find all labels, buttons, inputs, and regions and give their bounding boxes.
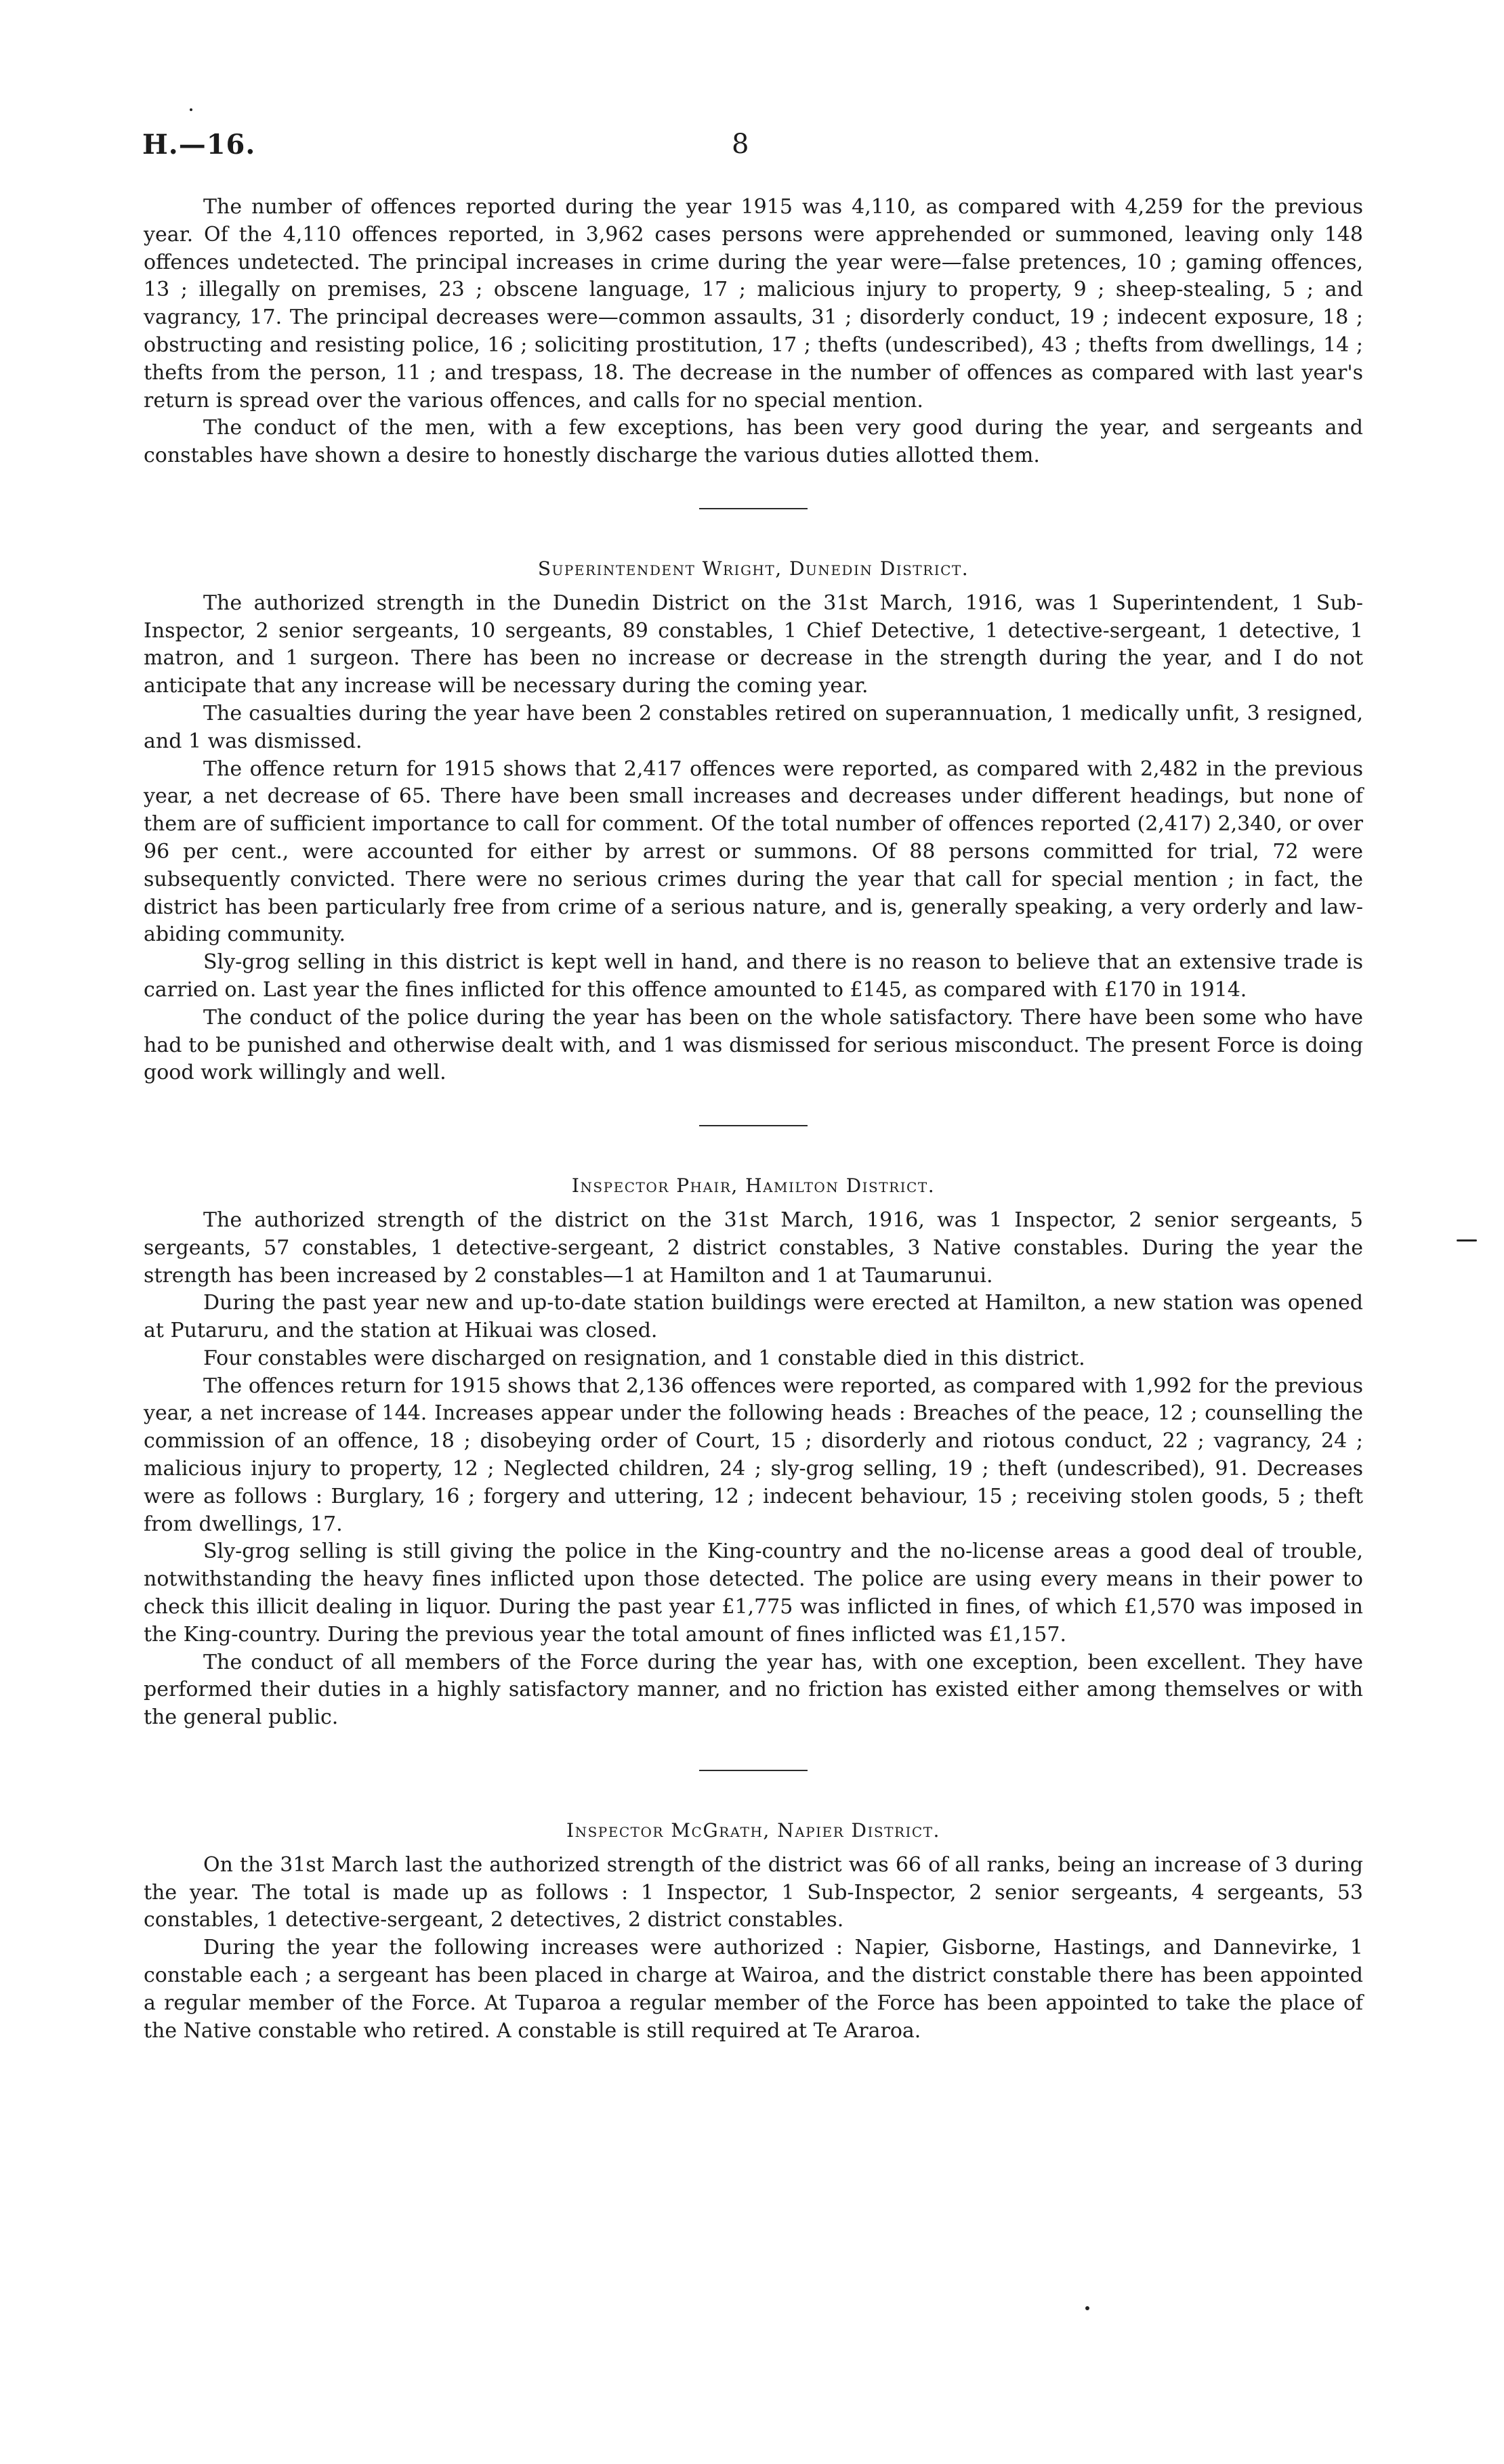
paragraph: The offence return for 1915 shows that 2,417 offences were reported, as compared with 2,482 in the previous year, a net decrease of 65. There have been small increases and decreases under different headings, but none of them are of sufficient importance to call for comment. Of the total number of offences reported (2,417) 2,340, or over 96 per cent., were accounted for either by arrest or summons. Of 88 persons committed for trial, 72 were subsequently convicted. There were no serious crimes during the year that call for special mention ; in fact, the district has been particularly free from crime of a serious nature, and is, generally speaking, a very orderly and law-abiding community. <box>144 757 1363 947</box>
scan-speck <box>1085 2306 1089 2310</box>
paragraph: The number of offences reported during the year 1915 was 4,110, as compared with 4,259 for the previous year. Of the 4,110 offences reported, in 3,962 cases persons were apprehended or summoned, leaving only 148 offences undetected. The principal increases in crime during the year were—false pretences, 10 ; gaming offences, 13 ; illegally on premises, 23 ; obscene language, 17 ; malicious injury to property, 9 ; sheep-stealing, 5 ; and vagrancy, 17. The principal decreases were—common assaults, 31 ; disorderly conduct, 19 ; indecent exposure, 18 ; obstructing and resisting police, 16 ; soliciting prostitution, 17 ; thefts (undescribed), 43 ; thefts from dwellings, 14 ; thefts from the person, 11 ; and trespass, 18. The decrease in the number of offences as compared with last year's return is spread over the various offences, and calls for no special mention. <box>144 195 1363 412</box>
scan-speck <box>1457 1239 1477 1241</box>
paragraph: The authorized strength of the district on the 31st March, 1916, was 1 Inspector, 2 senior sergeants, 5 sergeants, 57 constables, 1 detective-sergeant, 2 district constables, 3 Native constables. During the year the strength has been increased by 2 constables—1 at Hamilton and 1 at Taumarunui. <box>144 1208 1363 1288</box>
section-divider <box>699 1770 808 1771</box>
paragraph: Sly-grog selling in this district is kept well in hand, and there is no reason to believe that an extensive trade is carried on. Last year the fines inflicted for this offence amounted to £145, as compared with £170 in 1914. <box>144 950 1363 1002</box>
paragraph: The conduct of all members of the Force during the year has, with one exception, been excellent. They have performed their duties in a highly satisfactory manner, and no friction has existed either among themselves or with the general public. <box>144 1650 1363 1730</box>
paragraph: On the 31st March last the authorized strength of the district was 66 of all ranks, being an increase of 3 during the year. The total is made up as follows : 1 Inspector, 1 Sub-Inspector, 2 senior sergeants, 4 sergeants, 53 constables, 1 detective-sergeant, 2 detectives, 2 district constables. <box>144 1852 1363 1932</box>
paragraph: During the year the following increases were authorized : Napier, Gisborne, Hastings, and Dannevirke, 1 constable each ; a sergeant has been placed in charge at Wairoa, and the district constable there has been appointed a regular member of the Force. At Tuparoa a regular member of the Force has been appointed to take the place of the Native constable who retired. A constable is still required at Te Araroa. <box>144 1936 1363 2043</box>
section-heading-napier: Inspector McGrath, Napier District. <box>566 1819 940 1842</box>
scan-speck <box>190 108 192 111</box>
section-divider <box>699 1125 808 1126</box>
paragraph: Four constables were discharged on resignation, and 1 constable died in this district. <box>203 1346 1085 1370</box>
paragraph: The offences return for 1915 shows that 2,136 offences were reported, as compared with 1,992 for the previous year, a net increase of 144. Increases appear under the following heads : Breaches of the peace, 12 ; counselling the commission of an offence, 18 ; disobeying order of Court, 15 ; disorderly and riotous conduct, 22 ; vagrancy, 24 ; malicious injury to property, 12 ; Neglected children, 24 ; sly-grog selling, 19 ; theft (undescribed), 91. Decreases were as follows : Burglary, 16 ; forgery and uttering, 12 ; indecent behaviour, 15 ; receiving stolen goods, 5 ; theft from dwellings, 17. <box>144 1374 1363 1536</box>
paragraph: Sly-grog selling is still giving the police in the King-country and the no-license areas a good deal of trouble, notwithstanding the heavy fines inflicted upon those detected. The police are using every means in their power to check this illicit dealing in liquor. During the past year £1,775 was inflicted in fines, of which £1,570 was imposed in the King-country. During the previous year the total amount of fines inflicted was £1,157. <box>144 1539 1363 1647</box>
document-code: H.—16. <box>142 129 256 161</box>
section-heading-dunedin: Superintendent Wright, Dunedin District. <box>537 557 969 580</box>
page-number: 8 <box>732 129 749 160</box>
paragraph: The casualties during the year have been 2 constables retired on superannuation, 1 medically unfit, 3 resigned, and 1 was dismissed. <box>144 701 1363 753</box>
section-heading-hamilton: Inspector Phair, Hamilton District. <box>571 1174 936 1197</box>
section-divider <box>699 508 808 509</box>
page-header <box>142 129 1362 176</box>
paragraph: The conduct of the men, with a few exceptions, has been very good during the year, and sergeants and constables have shown a desire to honestly discharge the various duties allotted them. <box>144 416 1363 468</box>
paragraph: The conduct of the police during the year has been on the whole satisfactory. There have been some who have had to be punished and otherwise dealt with, and 1 was dismissed for serious misconduct. The present Force is doing good work willingly and well. <box>144 1005 1363 1085</box>
paragraph: During the past year new and up-to-date station buildings were erected at Hamilton, a new station was opened at Putaruru, and the station at Hikuai was closed. <box>144 1291 1363 1343</box>
paragraph: The authorized strength in the Dunedin District on the 31st March, 1916, was 1 Superintendent, 1 Sub-Inspector, 2 senior sergeants, 10 sergeants, 89 constables, 1 Chief Detective, 1 detective-sergeant, 1 detective, 1 matron, and 1 surgeon. There has been no increase or decrease in the strength during the year, and I do not anticipate that any increase will be necessary during the coming year. <box>144 591 1363 698</box>
body-text <box>144 194 1363 2045</box>
